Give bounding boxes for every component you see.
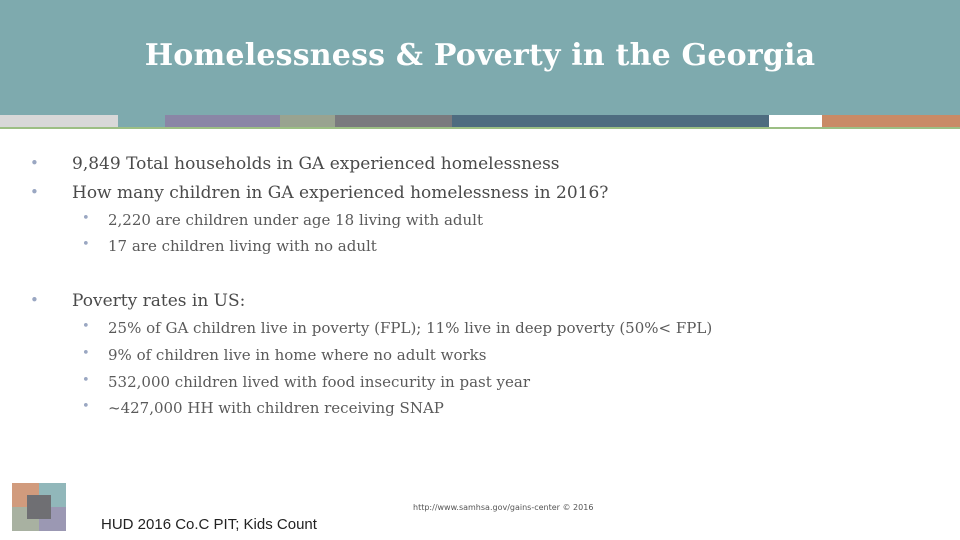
strip-segment: [335, 115, 452, 127]
sub-bullet-text: 17 are children living with no adult: [108, 237, 377, 255]
strip-segment: [165, 115, 280, 127]
bullet-text: Poverty rates in US:: [72, 291, 246, 311]
citation: HUD 2016 Co.C PIT; Kids Count: [101, 516, 317, 533]
sub-bullet-text: 9% of children live in home where no adult works: [108, 346, 487, 364]
sub-bullet-text: 532,000 children lived with food insecurity in past year: [108, 373, 530, 391]
bullet-marker: •: [30, 154, 39, 172]
bullet-marker: •: [30, 183, 39, 201]
strip-segment: [822, 115, 960, 127]
sub-bullet-text: 25% of GA children live in poverty (FPL); 11% live in deep poverty (50%< FPL): [108, 319, 713, 337]
bullet-marker: •: [82, 373, 90, 388]
bullet-marker: •: [82, 399, 90, 414]
bullet-marker: •: [82, 319, 90, 334]
bullet-marker: •: [82, 211, 90, 226]
footer-url: http://www.samhsa.gov/gains-center © 2016: [413, 503, 594, 512]
strip-segment: [280, 115, 335, 127]
slide-header: [0, 0, 960, 116]
sub-bullet-text: ~427,000 HH with children receiving SNAP: [108, 399, 444, 417]
logo-mosaic: [12, 483, 66, 531]
strip-segment: [452, 115, 769, 127]
strip-segment: [0, 115, 118, 127]
strip-segment: [769, 115, 822, 127]
bullet-marker: •: [82, 237, 90, 252]
logo-center-tile: [27, 495, 51, 519]
bullet-text: How many children in GA experienced homelessness in 2016?: [72, 183, 609, 203]
strip-segment: [118, 115, 165, 127]
sub-bullet-text: 2,220 are children under age 18 living with adult: [108, 211, 484, 229]
accent-line: [0, 127, 960, 129]
color-strip: [0, 115, 960, 127]
bullet-marker: •: [82, 346, 90, 361]
bullet-marker: •: [30, 291, 39, 309]
bullet-text: 9,849 Total households in GA experienced homelessness: [72, 154, 560, 174]
slide-title: Homelessness & Poverty in the Georgia: [144, 38, 816, 73]
